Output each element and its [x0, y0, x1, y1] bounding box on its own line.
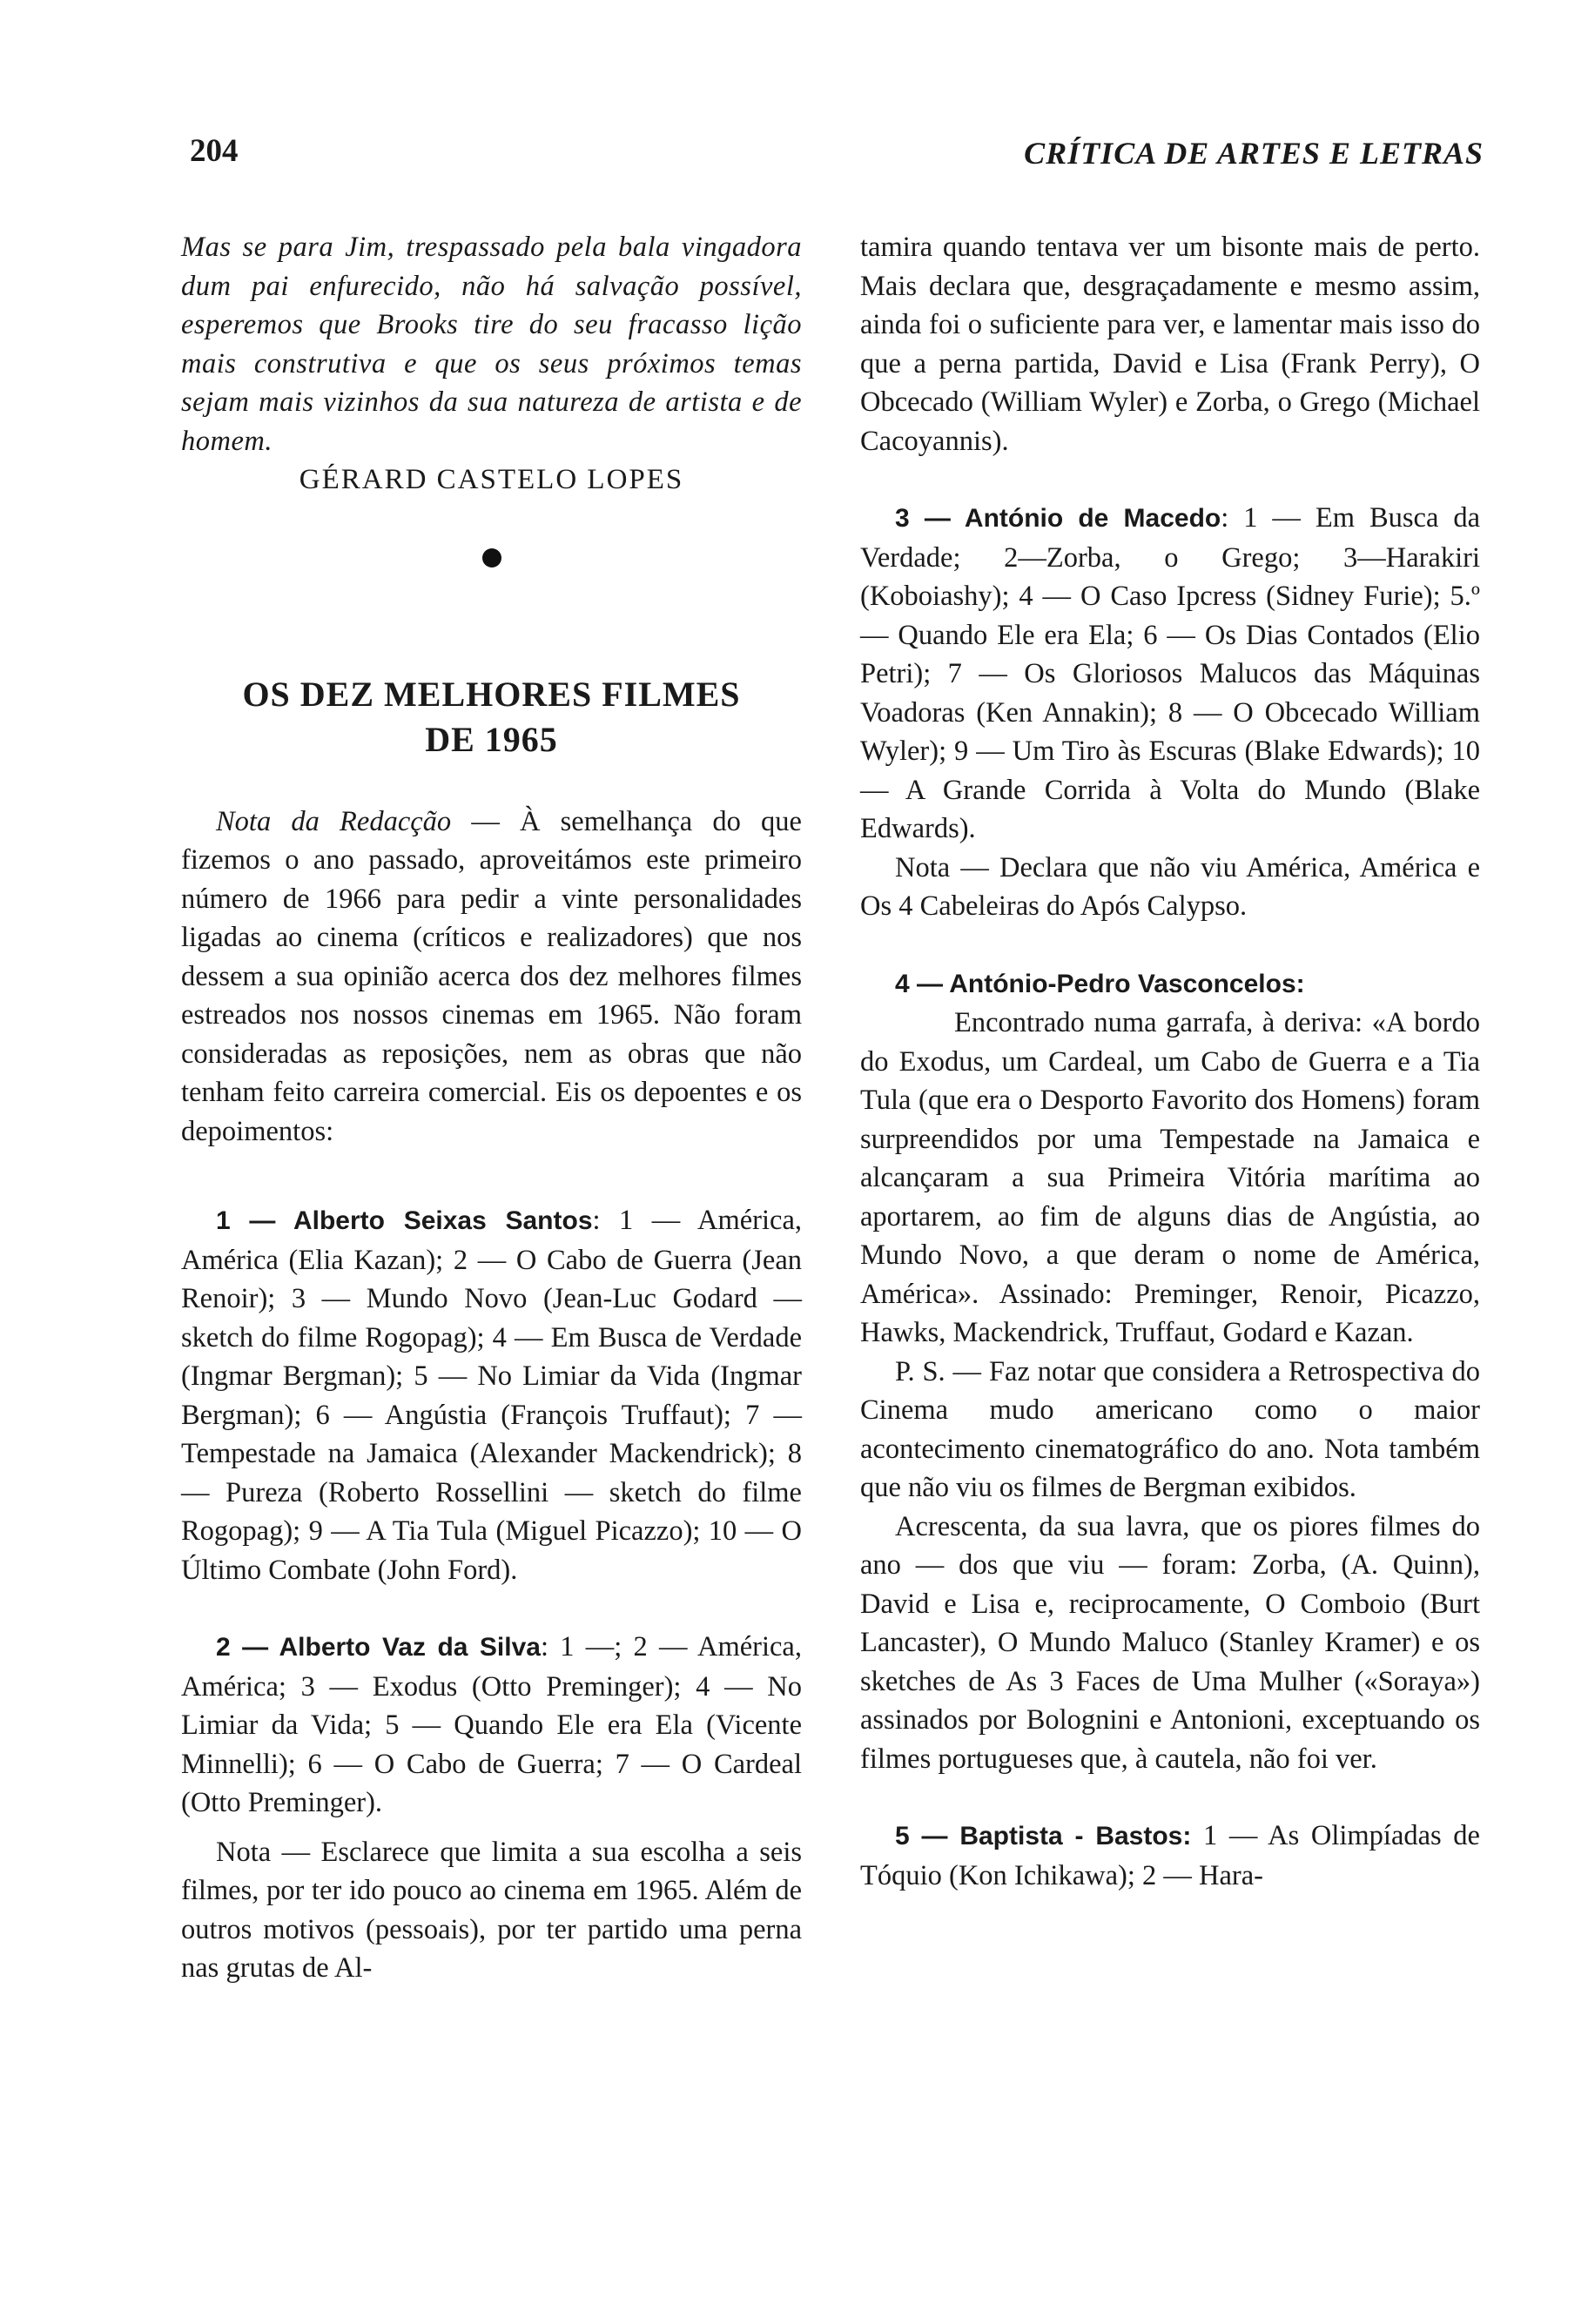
section-separator-bullet [482, 548, 501, 568]
page-number: 204 [190, 133, 239, 169]
entry-5-lead: 5 — Baptista - Bastos: [895, 1822, 1192, 1850]
left-column [181, 228, 802, 1988]
entry-1-lead: 1 — Alberto Seixas Santos [216, 1206, 593, 1235]
entry-4-ps: P. S. — Faz notar que considera a Retrospectiva do Cinema mudo americano como o maior acontecimento cinematográfico do ano. Nota também que não viu os filmes de Bergman exibidos. [860, 1355, 1480, 1503]
running-title: CRÍTICA DE ARTES E LETRAS [1024, 136, 1484, 171]
entry-1 [181, 1201, 802, 1589]
closing-paragraph: Mas se para Jim, trespassado pela bala vingadora dum pai enfurecido, não há salvação possível, esperemos que Brooks tire do seu fracasso lição mais construtiva e que os seus próximos temas sejam mais vizinhos da sua natureza de artista e de homem. [181, 232, 802, 457]
entry-5-body: 1 — As Olimpíadas de Tóquio (Kon Ichikawa); 2 — Hara- [860, 1820, 1480, 1891]
entry-2-note: Nota — Esclarece que limita a sua escolha a seis filmes, por ter ido pouco ao cinema em 1965. Além de outros motivos (pessoais), por ter partido uma perna nas grutas de Al- [181, 1836, 802, 1984]
entry-2 [181, 1628, 802, 1823]
entry-2-body: : 1 —; 2 — América, América; 3 — Exodus (Otto Preminger); 4 — No Limiar da Vida; 5 — Quando Ele era Ela (Vicente Minnelli); 6 — O Cabo de Guerra; 7 — O Cardeal (Otto Preminger). [181, 1631, 802, 1818]
author-signature: GÉRARD CASTELO LOPES [299, 464, 684, 495]
entry-2-lead: 2 — Alberto Vaz da Silva [216, 1633, 541, 1662]
entry-3-body: : 1 — Em Busca da Verdade; 2—Zorba, o Grego; 3—Harakiri (Koboiashy); 4 — O Caso Ipcress (Sidney Furie); 5.º — Quando Ele era Ela; 6 — Os Dias Contados (Elio Petri); 7 — Os Gloriosos Malucos das Máquinas Voadoras (Ken Annakin); 8 — O Obcecado William Wyler); 9 — Um Tiro às Escuras (Blake Edwards); 10 — A Grande Corrida à Volta do Mundo (Blake Edwards). [860, 502, 1480, 844]
entry-2-note-continued: tamira quando tentava ver um bisonte mais de perto. Mais declara que, desgraçadamente e mesmo assim, ainda foi o suficiente para ver, e lamentar mais isso do que a perna partida, David e Lisa (Frank Perry), O Obcecado (William Wyler) e Zorba, o Grego (Michael Cacoyannis). [860, 232, 1480, 457]
entry-3-note: Nota — Declara que não viu América, América e Os 4 Cabeleiras do Após Calypso. [860, 851, 1480, 922]
entry-4-extra: Acrescenta, da sua lavra, que os piores filmes do ano — dos que viu — foram: Zorba, (A. Quinn), David e Lisa e, reciprocamente, O Comboio (Burt Lancaster), O Mundo Maluco (Stanley Kramer) e os sketches de As 3 Faces de Uma Mulher («Soraya») assinados por Bolognini e Antonioni, exceptuando os filmes portugueses que, à cautela, não foi ver. [860, 1510, 1480, 1775]
entry-5 [860, 1817, 1480, 1895]
editorial-note-text: — À semelhança do que fizemos o ano passado, aproveitámos este primeiro número de 1966 para pedir a vinte personalidades ligadas ao cinema (críticos e realizadores) que nos dessem a sua opinião acerca dos dez melhores filmes estreados nos nossos cinemas em 1965. Não foram consideradas as reposições, nem as obras que não tenham feito carreira comercial. Eis os depoentes e os depoimentos: [181, 805, 802, 1147]
entry-3 [860, 499, 1480, 849]
editorial-note [181, 803, 802, 1152]
entry-4-lead: 4 — António-Pedro Vasconcelos: [895, 969, 1305, 998]
entry-4-heading [860, 964, 1480, 1004]
entry-1-body: : 1 — América, América (Elia Kazan); 2 — O Cabo de Guerra (Jean Renoir); 3 — Mundo Novo (Jean-Luc Godard — sketch do filme Rogopag); 4 — Em Busca de Verdade (Ingmar Bergman); 5 — No Limiar da Vida (Ingmar Bergman); 6 — Angústia (François Truffaut); 7 — Tempestade na Jamaica (Alexander Mackendrick); 8 — Pureza (Roberto Rossellini — sketch do filme Rogopag); 9 — A Tia Tula (Miguel Picazzo); 10 — O Último Combate (John Ford). [181, 1205, 802, 1586]
article-title-line2: DE 1965 [425, 719, 558, 759]
right-column [860, 228, 1480, 1895]
editorial-note-label: Nota da Redacção [216, 805, 452, 837]
entry-4-body: Encontrado numa garrafa, à deriva: «A bordo do Exodus, um Cardeal, um Cabo de Guerra e a Tia Tula (que era o Desporto Favorito dos Homens) foram surpreendidos por uma Tempestade na Jamaica e alcançaram a sua Primeira Vitória marítima ao aportarem, ao fim de alguns dias de Angústia, ao Mundo Novo, a que deram o nome de América, América». Assinado: Preminger, Renoir, Picazzo, Hawks, Mackendrick, Truffaut, Godard e Kazan. [860, 1007, 1480, 1348]
article-title-line1: OS DEZ MELHORES FILMES [242, 674, 741, 714]
article-title [181, 672, 802, 762]
entry-3-lead: 3 — António de Macedo [895, 504, 1221, 533]
